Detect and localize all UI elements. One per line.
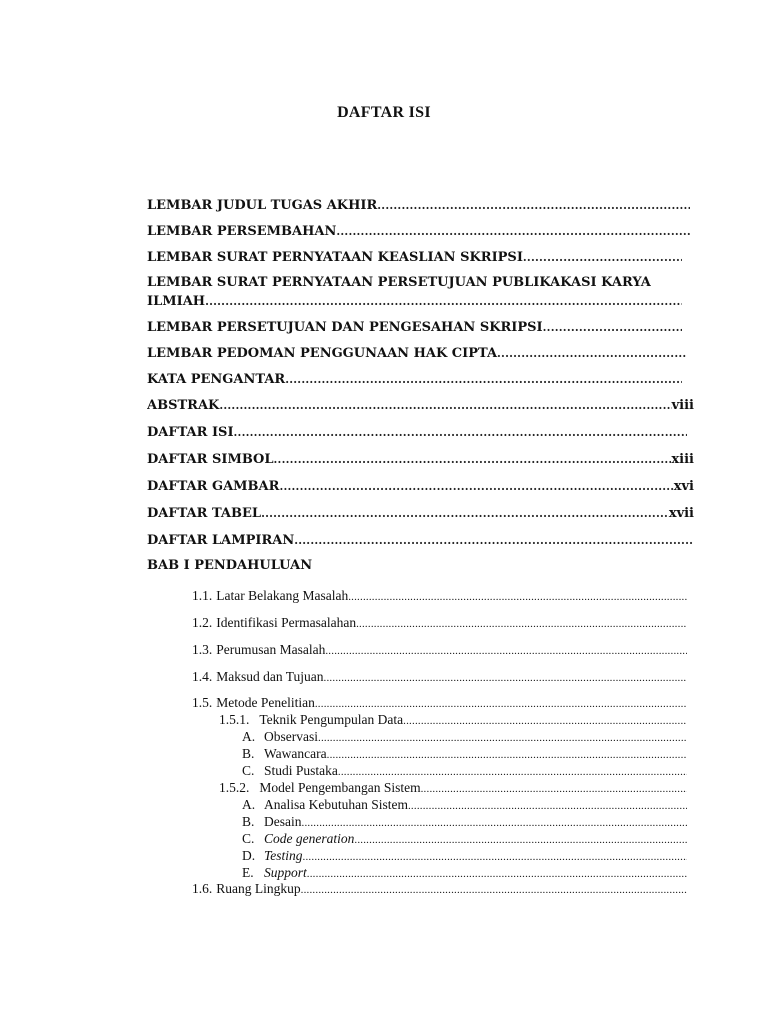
toc-entry-label: LEMBAR PERSETUJUAN DAN PENGESAHAN SKRIPSI — [147, 320, 543, 335]
section-number: 1.4. — [192, 669, 213, 684]
toc-section-1-4 — [192, 668, 687, 687]
dot-leader — [301, 882, 687, 899]
item-letter: B. — [242, 746, 255, 761]
dot-leader — [377, 197, 690, 214]
toc-entry-surat-publikasi — [147, 293, 682, 310]
item-letter: C. — [242, 831, 255, 846]
toc-entry-lembar-judul — [147, 197, 690, 214]
toc-section-1-2 — [192, 614, 687, 633]
item-letter: D. — [242, 848, 256, 863]
section-label: Maksud dan Tujuan — [216, 669, 324, 684]
toc-entry-label: KATA PENGANTAR — [147, 372, 286, 387]
toc-entry-abstrak — [147, 397, 694, 414]
dot-leader — [348, 589, 687, 606]
toc-entry-daftar-gambar — [147, 478, 694, 495]
toc-section-1-3 — [192, 641, 687, 660]
toc-entry-label: DAFTAR LAMPIRAN — [147, 533, 295, 548]
item-label: Observasi — [264, 729, 318, 744]
toc-entry-label: ABSTRAK — [147, 398, 220, 413]
toc-entry-page: xvi — [673, 479, 694, 494]
toc-entry-label: ILMIAH — [147, 294, 206, 309]
item-letter: A. — [242, 729, 256, 744]
section-label: Metode Penelitian — [216, 695, 315, 710]
dot-leader — [523, 249, 682, 266]
section-number: 1.5. — [192, 695, 213, 710]
dot-leader — [205, 293, 682, 310]
toc-section-1-1 — [192, 587, 687, 606]
toc-entry-kata-pengantar — [147, 371, 682, 388]
toc-entry-label: DAFTAR SIMBOL — [147, 452, 274, 467]
section-number: 1.1. — [192, 588, 213, 603]
section-number: 1.6. — [192, 881, 213, 896]
subsection-label: Teknik Pengumpulan Data — [259, 712, 404, 727]
subsection-number: 1.5.2. — [219, 780, 250, 795]
dot-leader — [325, 643, 687, 660]
toc-entry-label: DAFTAR TABEL — [147, 506, 262, 521]
dot-leader — [336, 223, 690, 240]
toc-entry-label: DAFTAR GAMBAR — [147, 479, 280, 494]
section-label: Perumusan Masalah — [216, 642, 326, 657]
section-label: Ruang Lingkup — [216, 881, 301, 896]
toc-entry-label-line1: LEMBAR SURAT PERNYATAAN PERSETUJUAN PUBLIKAKASI KARYA — [147, 275, 651, 290]
dot-leader — [285, 371, 682, 388]
section-number: 1.2. — [192, 615, 213, 630]
item-label: Wawancara — [264, 746, 327, 761]
item-label: Analisa Kebutuhan Sistem — [264, 797, 408, 812]
toc-entry-label: LEMBAR PERSEMBAHAN — [147, 224, 337, 239]
chapter-heading: BAB I PENDAHULUAN — [147, 558, 313, 573]
dot-leader — [279, 478, 673, 495]
subsection-number: 1.5.1. — [219, 712, 250, 727]
dot-leader — [234, 424, 687, 441]
subsection-label: Model Pengembangan Sistem — [259, 780, 421, 795]
item-label: Desain — [264, 814, 302, 829]
dot-leader — [324, 670, 687, 687]
toc-section-1-6 — [192, 880, 687, 899]
toc-entry-label: LEMBAR SURAT PERNYATAAN KEASLIAN SKRIPSI — [147, 250, 523, 265]
toc-entry-page: xiii — [671, 452, 694, 467]
item-letter: B. — [242, 814, 255, 829]
dot-leader — [356, 616, 687, 633]
item-label: Code generation — [264, 831, 355, 846]
item-letter: E. — [242, 865, 254, 880]
item-letter: C. — [242, 763, 255, 778]
item-label: Support — [264, 865, 307, 880]
toc-entry-hak-cipta — [147, 345, 687, 362]
toc-entry-label: LEMBAR JUDUL TUGAS AKHIR — [147, 198, 378, 213]
dot-leader — [543, 319, 682, 336]
toc-entry-daftar-isi — [147, 424, 687, 441]
toc-entry-label: LEMBAR PEDOMAN PENGGUNAAN HAK CIPTA — [147, 346, 498, 361]
toc-entry-page: xvii — [668, 506, 694, 521]
dot-leader — [219, 397, 671, 414]
section-label: Identifikasi Permasalahan — [216, 615, 357, 630]
toc-entry-daftar-lampiran — [147, 532, 694, 549]
dot-leader — [294, 532, 694, 549]
item-label: Testing — [264, 848, 303, 863]
dot-leader — [274, 451, 672, 468]
toc-entry-lembar-persembahan — [147, 223, 690, 240]
toc-entry-daftar-simbol — [147, 451, 694, 468]
item-letter: A. — [242, 797, 256, 812]
section-number: 1.3. — [192, 642, 213, 657]
item-label: Studi Pustaka — [264, 763, 338, 778]
toc-entry-label: DAFTAR ISI — [147, 425, 234, 440]
dot-leader — [261, 505, 669, 522]
section-label: Latar Belakang Masalah — [216, 588, 349, 603]
dot-leader — [497, 345, 687, 362]
page-title: DAFTAR ISI — [337, 104, 431, 121]
toc-entry-daftar-tabel — [147, 505, 694, 522]
toc-entry-persetujuan-pengesahan — [147, 319, 682, 336]
toc-entry-surat-keaslian — [147, 249, 682, 266]
toc-entry-page: viii — [671, 398, 694, 413]
